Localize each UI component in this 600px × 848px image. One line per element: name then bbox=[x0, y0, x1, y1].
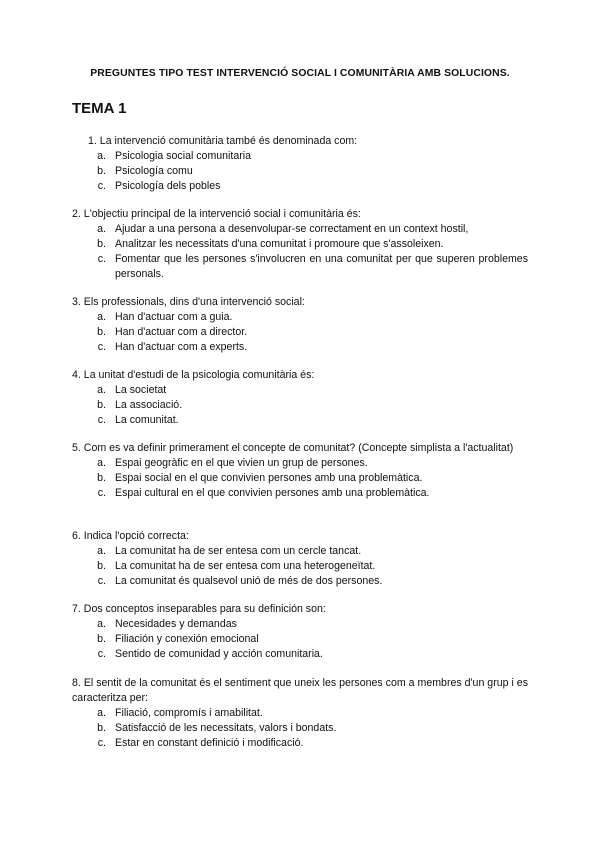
options-list bbox=[72, 544, 528, 589]
question-text bbox=[72, 368, 528, 383]
option-text: Estar en constant definició i modificació. bbox=[115, 737, 304, 749]
question-number: 2. bbox=[72, 208, 81, 220]
options-list bbox=[72, 222, 528, 282]
options-list bbox=[72, 456, 528, 501]
option-letter: c. bbox=[97, 737, 106, 749]
option-c bbox=[72, 252, 528, 282]
option-letter: c. bbox=[97, 414, 106, 426]
option-text: La societat bbox=[115, 384, 167, 396]
options-list bbox=[72, 310, 528, 355]
option-letter: b. bbox=[97, 326, 106, 338]
options-list bbox=[72, 383, 528, 428]
option-text: La comunitat ha de ser entesa com un cercle tancat. bbox=[115, 545, 362, 557]
options-list bbox=[72, 149, 528, 194]
question-stem: La unitat d'estudi de la psicologia comunitària és: bbox=[83, 369, 315, 381]
option-text: Filiación y conexión emocional bbox=[115, 633, 259, 645]
option-text: Ajudar a una persona a desenvolupar-se correctament en un context hostil, bbox=[115, 223, 469, 235]
question-text bbox=[72, 207, 528, 222]
question-text bbox=[72, 134, 528, 149]
option-text: La comunitat ha de ser entesa com una heterogeneïtat. bbox=[115, 560, 376, 572]
question-text bbox=[72, 602, 528, 617]
option-b bbox=[72, 471, 528, 486]
option-text: Han d'actuar com a guia. bbox=[115, 311, 233, 323]
question-stem: La intervenció comunitària també és denominada com: bbox=[99, 135, 358, 147]
option-letter: a. bbox=[97, 545, 106, 557]
question-text bbox=[72, 676, 528, 706]
option-b bbox=[72, 325, 528, 340]
option-letter: b. bbox=[97, 165, 106, 177]
question-number: 8. bbox=[72, 677, 81, 689]
question-text bbox=[72, 295, 528, 310]
option-text: Satisfacció de les necessitats, valors i bondats. bbox=[115, 722, 337, 734]
option-c bbox=[72, 736, 528, 751]
option-c bbox=[72, 574, 528, 589]
question-stem: El sentit de la comunitat és el sentiment que uneix les persones com a membres d'un grup i es caracteritza per: bbox=[72, 677, 528, 704]
option-text: La comunitat és qualsevol unió de més de dos persones. bbox=[115, 575, 383, 587]
option-a bbox=[72, 383, 528, 398]
document-title: PREGUNTES TIPO TEST INTERVENCIÓ SOCIAL I COMUNITÀRIA AMB SOLUCIONS. bbox=[90, 68, 510, 79]
option-a bbox=[72, 222, 528, 237]
question-7 bbox=[72, 602, 528, 662]
option-text: Psicología dels pobles bbox=[115, 180, 221, 192]
option-b bbox=[72, 164, 528, 179]
option-letter: a. bbox=[97, 457, 106, 469]
question-8 bbox=[72, 676, 528, 751]
question-stem: Com es va definir primerament el concepte de comunitat? (Concepte simplista a l'actualitat) bbox=[83, 442, 514, 454]
question-text bbox=[72, 529, 528, 544]
option-a bbox=[72, 310, 528, 325]
option-letter: b. bbox=[97, 633, 106, 645]
question-stem: Dos conceptos inseparables para su definición son: bbox=[83, 603, 326, 615]
question-number: 4. bbox=[72, 369, 81, 381]
option-letter: b. bbox=[97, 238, 106, 250]
option-c bbox=[72, 340, 528, 355]
question-number: 6. bbox=[72, 530, 81, 542]
question-2 bbox=[72, 207, 528, 282]
question-3 bbox=[72, 295, 528, 355]
option-letter: b. bbox=[97, 399, 106, 411]
option-b bbox=[72, 721, 528, 736]
option-c bbox=[72, 486, 528, 501]
option-text: Han d'actuar com a director. bbox=[115, 326, 248, 338]
option-text: Espai social en el que convivien persones amb una problemàtica. bbox=[115, 472, 423, 484]
option-letter: c. bbox=[97, 648, 106, 660]
question-5 bbox=[72, 441, 528, 501]
option-a bbox=[72, 544, 528, 559]
option-text: Psicologia social comunitaria bbox=[115, 150, 252, 162]
option-letter: a. bbox=[97, 223, 106, 235]
option-a bbox=[72, 617, 528, 632]
option-letter: c. bbox=[97, 341, 106, 353]
option-letter: a. bbox=[97, 384, 106, 396]
option-letter: c. bbox=[97, 253, 106, 265]
option-letter: a. bbox=[97, 150, 106, 162]
question-4 bbox=[72, 368, 528, 428]
option-letter: a. bbox=[97, 311, 106, 323]
option-letter: c. bbox=[97, 487, 106, 499]
option-letter: b. bbox=[97, 560, 106, 572]
option-text: Analitzar les necessitats d'una comunitat i promoure que s'assoleixen. bbox=[115, 238, 444, 250]
option-text: La comunitat. bbox=[115, 414, 179, 426]
option-a bbox=[72, 706, 528, 721]
options-list bbox=[72, 617, 528, 662]
option-c bbox=[72, 647, 528, 662]
option-c bbox=[72, 413, 528, 428]
question-stem: Els professionals, dins d'una intervenció social: bbox=[83, 296, 305, 308]
option-a bbox=[72, 149, 528, 164]
option-text: La associació. bbox=[115, 399, 183, 411]
option-text: Filiació, compromís i amabilitat. bbox=[115, 707, 263, 719]
option-b bbox=[72, 237, 528, 252]
option-b bbox=[72, 398, 528, 413]
question-1 bbox=[72, 134, 528, 194]
option-letter: a. bbox=[97, 707, 106, 719]
question-stem: L'objectiu principal de la intervenció social i comunitària és: bbox=[83, 208, 361, 220]
question-number: 1. bbox=[88, 135, 97, 147]
option-text: Espai geogràfic en el que vivien un grup de persones. bbox=[115, 457, 368, 469]
question-number: 5. bbox=[72, 442, 81, 454]
option-letter: b. bbox=[97, 472, 106, 484]
option-text: Espai cultural en el que convivien persones amb una problemàtica. bbox=[115, 487, 430, 499]
question-6 bbox=[72, 529, 528, 589]
option-a bbox=[72, 456, 528, 471]
option-letter: c. bbox=[97, 180, 106, 192]
option-c bbox=[72, 179, 528, 194]
option-text: Han d'actuar com a experts. bbox=[115, 341, 248, 353]
option-text: Fomentar que les persones s'involucren en una comunitat per que superen problemes personals. bbox=[115, 253, 528, 280]
option-b bbox=[72, 632, 528, 647]
option-text: Sentido de comunidad y acción comunitaria. bbox=[115, 648, 323, 660]
question-number: 7. bbox=[72, 603, 81, 615]
option-letter: b. bbox=[97, 722, 106, 734]
option-b bbox=[72, 559, 528, 574]
question-stem: Indica l'opció correcta: bbox=[83, 530, 189, 542]
options-list bbox=[72, 706, 528, 751]
option-text: Necesidades y demandas bbox=[115, 618, 237, 630]
option-letter: c. bbox=[97, 575, 106, 587]
option-letter: a. bbox=[97, 618, 106, 630]
question-number: 3. bbox=[72, 296, 81, 308]
option-text: Psicología comu bbox=[115, 165, 193, 177]
question-text bbox=[72, 441, 528, 456]
section-title: TEMA 1 bbox=[72, 100, 127, 117]
